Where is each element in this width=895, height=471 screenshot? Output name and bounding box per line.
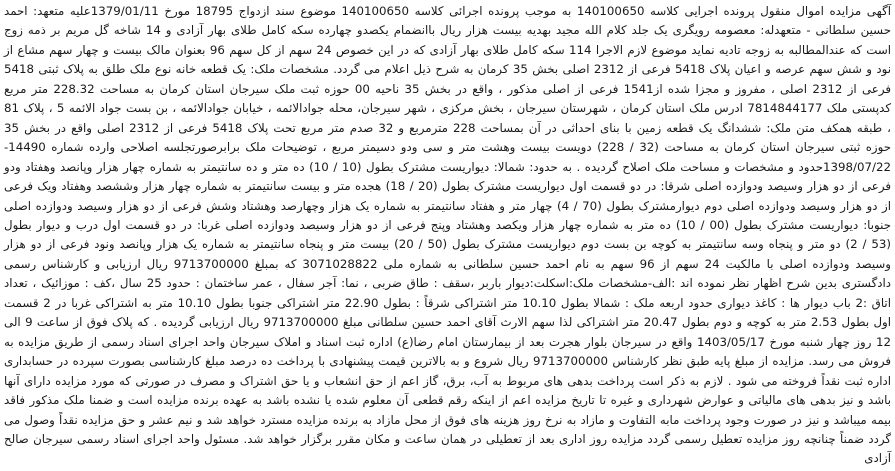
auction-notice-text: آگهی مزایده اموال منقول پرونده اجرایی کلاسه 140100650 به موجب پرونده اجرائی کلاسه 140100650 موضوع سند ازدواج 18795 مورخ 1379/01/11علیه متعهد: احمد حسین سلطانی - متعهدله: معصومه رویگری یک جلد کلام الله مجید بهدیه بیست هزار ریال باانضمام یکصدو چهارده سکه کامل طلای بهار آزادی و 14 شاخه گل مریم بر ذمه زوج است که عندالمطالبه به زوجه تادیه نماید موضوع لازم الاجرا 114 سکه کامل طلای بهار آزادی که در این خصوص 24 سهم از کل سهم 96 بعنوان مالک بیست و چهار سهم مشاع از نود و شش سهم عرصه و اعیان پلاک 5418 فرعی از 2312 اصلی بخش 35 کرمان به شرح ذیل اعلام می گردد. مشخصات ملک: یک قطعه خانه نوع ملک طلق به پلاک ثبتی 5418 فرعی از 2312 اصلی ، مفروز و مجزا شده از1541 فرعی از اصلی مذکور ، واقع در بخش 35 ناحیه 00 حوزه ثبت ملک سیرجان استان کرمان به مساحت 228.32 متر مربع کدپستی ملک 7814844177 ادرس ملک استان کرمان ، شهرستان سیرجان ، بخش مرکزی ، شهر سیرجان، محله جوادالائمه ، خیابان جوادالائمه ، بن بست جواد الائمه 5 ، پلاک 81 ، طبقه همکف متن ملک: ششدانگ یک قطعه زمین با بنای احداثی در آن بمساحت 228 مترمربع و 32 صدم متر مربع تحت پلاک 5418 فرعی از 2312 اصلی واقع در بخش 35 حوزه ثبتی سیرجان استان کرمان به مساحت (32 / 228) دویست بیست وهشت متر و سی ودو دسیمتر مربع ، توضیحات ملک برابرصورتجلسه اصلاحی وارده شماره 14490-1398/07/22حدود و مشخصات و مساحت ملک اصلاح گردیده . به حدود: شمالا: دیواریست مشترک بطول (10 / 10) ده متر و ده سانتیمتر به شماره چهار هزار وپانصد وهفتاد ودو فرعی از دو هزار وسیصد ودوازده اصلی شرقا: در دو قسمت اول دیواریست مشترک بطول (20 / 18) هجده متر و بیست سانتیمتر به شماره چهار هزار وششصد وهفتاد ویک فرعی از دو هزار وسیصد ودوازده اصلی دوم دیوارمشترک بطول (70 / 4) چهار متر و هفتاد سانتیمتر به شماره یک هزار وچهارصد وهشتاد وشش فرعی از دو هزار وسیصد ودوازده اصلی جنوبا: دیواریست مشترک بطول (00 / 10) ده متر به شماره چهار هزار ویکصد وهشتاد وپنج فرعی از دو هزار وسیصد ودوازده اصلی غربا: در دو قسمت اول درب و دیوار بطول (53 / 2) دو متر و پنجاه وسه سانتیمتر به کوچه بن بست دوم دیواریست مشترک بطول (50 / 20) بیست متر و پنجاه سانتیمتر به شماره یک هزار وپانصد ونود فرعی از دو هزار وسیصد ودوازده اصلی با مالکیت 24 سهم از 96 سهم به نام احمد حسین سلطانی به شماره ملی 3071028822 که بمبلغ 9713700000 ریال ارزیابی و کارشناس رسمی دادگستری بدین شرح اظهار نظر نموده اند :الف-مشخصات ملک:اسکلت:دیوار باربر ،سقف : طاق ضربی ، نما: آجر سفال ، عمر ساختمان : حدود 25 سال ،کف : موزائیک ، تعداد اتاق :2 باب دیوار ها : کاغذ دیواری حدود اربعه ملک : شمالا بطول 10.10 متر اشتراکی شرقاً : بطول 22.90 متر اشتراکی جنوبا بطول 10.10 متر به اشتراکی غربا در 2 قسمت اول بطول 2.53 متر به کوچه و دوم بطول 20.47 متر اشتراکی لذا سهم الارث آقای احمد حسین سلطانی مبلغ 9713700000 ریال ارزیابی گردیده . که پلاک فوق از ساعت 9 الی 12 روز چهار شنبه مورخ 1403/05/17 واقع در سیرجان بلوار هجرت بعد از بیمارستان امام رضا(ع) اداره ثبت اسناد و املاک سیرجان واحد اجرای اسناد رسمی از طریق مزایده به فروش می رسد. مزایده از مبلغ پایه طبق نظر کارشناس 9713700000 ریال شروع و به بالاترین قیمت پیشنهادی با پرداخت ده درصد مبلغ کارشناسی بصورت سپرده در حسابداری اداره ثبت نقداً فروخته می شود . لازم به ذکر است پرداخت بدهی های مربوط به آب، برق، گاز اعم از حق انشعاب و یا حق اشتراک و مصرف در صورتی که مورد مزایده دارای آنها باشد و نیز بدهی های مالیاتی و عوارض شهرداری و غیره تا تاریخ مزایده اعم از اینکه رقم قطعی آن معلوم شده یا نشده باشد به عهده برنده مزایده است و ضمنا ملک مذکور فاقد بیمه میباشد و نیز در صورت وجود پرداخت مابه التفاوت و مازاد به نرخ روز هزینه های فوق از محل مازاد به برنده مزایده مسترد خواهد شد و نیم عشر و حق مزایده نقداً وصول می گردد ضمناً چنانچه روز مزایده تعطیل رسمی گردد مزایده روز اداری بعد از تعطیلی در همان ساعت و مکان مقرر برگزار خواهد شد. مسئول واحد اجرای اسناد رسمی سیرجان صالح آزادی [4, 4, 892, 466]
